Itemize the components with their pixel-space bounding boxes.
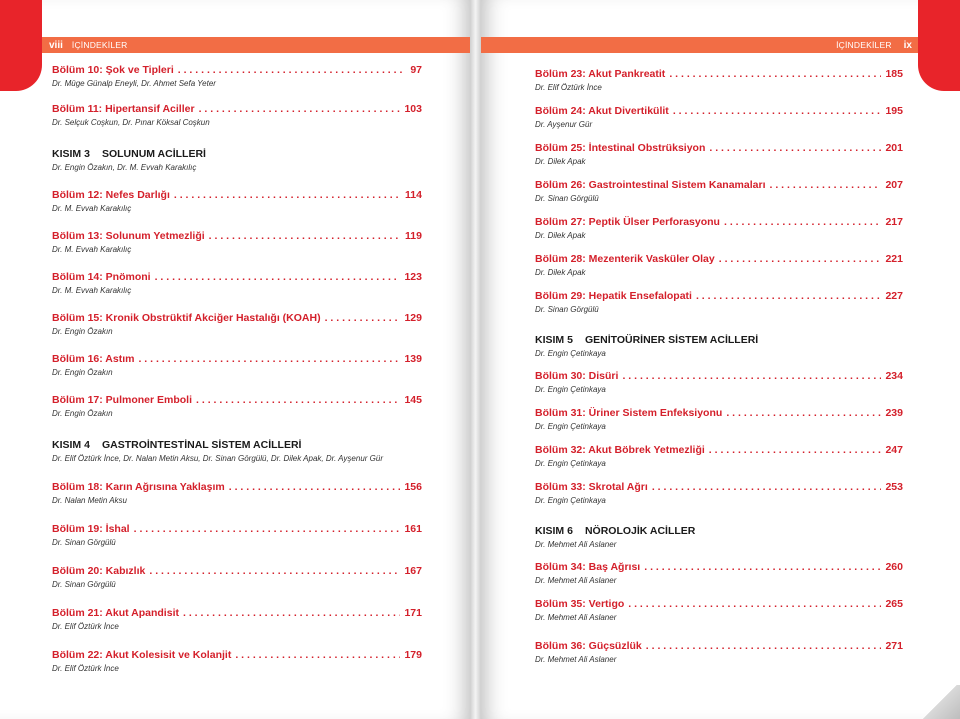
left-header-title: İÇİNDEKİLER	[71, 40, 128, 50]
dot-leader	[138, 353, 400, 366]
chapter-title[interactable]: Bölüm 24: Akut Divertikülit	[535, 105, 669, 117]
page-curl-corner	[920, 685, 960, 719]
chapter-title[interactable]: Bölüm 36: Güçsüzlük	[535, 640, 642, 652]
chapter-title[interactable]: Bölüm 35: Vertigo	[535, 598, 625, 610]
dot-leader	[696, 290, 882, 303]
section-heading	[535, 525, 903, 538]
dot-leader	[183, 607, 400, 620]
chapter-title[interactable]: Bölüm 26: Gastrointestinal Sistem Kanamaları	[535, 179, 766, 191]
chapter-page-number: 207	[885, 179, 903, 191]
toc-entry[interactable]	[52, 481, 422, 506]
chapter-title[interactable]: Bölüm 18: Karın Ağrısına Yaklaşım	[52, 481, 225, 493]
toc-entry[interactable]	[535, 179, 903, 204]
chapter-authors: Dr. M. Evvah Karakılıç	[52, 286, 132, 295]
toc-entry-line	[535, 407, 903, 420]
chapter-page-number: 271	[885, 640, 903, 652]
chapter-title[interactable]: Bölüm 12: Nefes Darlığı	[52, 189, 170, 201]
chapter-page-number: 156	[404, 481, 422, 493]
toc-entry[interactable]	[535, 444, 903, 469]
toc-entry-line	[52, 481, 422, 494]
chapter-title[interactable]: Bölüm 14: Pnömoni	[52, 271, 151, 283]
toc-entry[interactable]	[52, 523, 422, 548]
chapter-page-number: 179	[404, 649, 422, 661]
toc-section	[535, 334, 903, 359]
chapter-authors: Dr. Engin Özakın	[52, 368, 113, 377]
dot-leader	[709, 142, 881, 155]
toc-entry-line	[52, 649, 422, 662]
chapter-page-number: 217	[885, 216, 903, 228]
section-authors: Dr. Mehmet Ali Aslaner	[535, 540, 617, 549]
chapter-title[interactable]: Bölüm 27: Peptik Ülser Perforasyonu	[535, 216, 720, 228]
chapter-authors: Dr. Sinan Görgülü	[535, 194, 599, 203]
chapter-page-number: 167	[404, 565, 422, 577]
chapter-title[interactable]: Bölüm 31: Üriner Sistem Enfeksiyonu	[535, 407, 723, 419]
toc-entry[interactable]	[52, 103, 422, 128]
chapter-title[interactable]: Bölüm 13: Solunum Yetmezliği	[52, 230, 205, 242]
chapter-title[interactable]: Bölüm 22: Akut Kolesisit ve Kolanjit	[52, 649, 232, 661]
toc-entry-line	[52, 565, 422, 578]
toc-entry[interactable]	[52, 312, 422, 337]
chapter-title[interactable]: Bölüm 23: Akut Pankreatit	[535, 68, 666, 80]
chapter-authors: Dr. Selçuk Coşkun, Dr. Pınar Köksal Coşkun	[52, 118, 210, 127]
dot-leader	[235, 649, 400, 662]
chapter-page-number: 253	[885, 481, 903, 493]
dot-leader	[646, 640, 882, 653]
chapter-page-number: 260	[885, 561, 903, 573]
chapter-authors: Dr. Nalan Metin Aksu	[52, 496, 127, 505]
dot-leader	[178, 64, 402, 77]
right-red-tab	[918, 0, 960, 91]
left-toc	[52, 64, 422, 674]
dot-leader	[628, 598, 881, 611]
dot-leader	[149, 565, 400, 578]
chapter-page-number: 139	[404, 353, 422, 365]
chapter-page-number: 265	[885, 598, 903, 610]
dot-leader	[770, 179, 882, 192]
chapter-authors: Dr. Engin Çetinkaya	[535, 496, 606, 505]
toc-entry-line	[535, 68, 903, 81]
chapter-page-number: 234	[885, 370, 903, 382]
left-header-band	[42, 37, 470, 53]
chapter-page-number: 195	[885, 105, 903, 117]
dot-leader	[652, 481, 882, 494]
chapter-authors: Dr. Elif Öztürk İnce	[52, 622, 119, 631]
toc-entry-line	[535, 253, 903, 266]
chapter-title[interactable]: Bölüm 25: İntestinal Obstrüksiyon	[535, 142, 706, 154]
chapter-authors: Dr. Engin Özakın	[52, 409, 113, 418]
chapter-page-number: 129	[404, 312, 422, 324]
chapter-authors: Dr. Engin Çetinkaya	[535, 385, 606, 394]
dot-leader	[134, 523, 401, 536]
chapter-authors: Dr. Ayşenur Gür	[535, 120, 593, 129]
toc-entry-line	[52, 607, 422, 620]
toc-entry-line	[535, 598, 903, 611]
chapter-authors: Dr. Mehmet Ali Aslaner	[535, 613, 617, 622]
toc-entry[interactable]	[535, 290, 903, 315]
dot-leader	[199, 103, 401, 116]
section-authors: Dr. Engin Özakın, Dr. M. Evvah Karakılıç	[52, 163, 197, 172]
toc-entry-line	[52, 64, 422, 77]
toc-entry[interactable]	[52, 353, 422, 378]
toc-entry-line	[535, 290, 903, 303]
toc-entry[interactable]	[535, 253, 903, 278]
chapter-authors: Dr. Mehmet Ali Aslaner	[535, 576, 617, 585]
toc-entry[interactable]	[535, 142, 903, 167]
chapter-title[interactable]: Bölüm 28: Mezenterik Vasküler Olay	[535, 253, 715, 265]
chapter-authors: Dr. Mehmet Ali Aslaner	[535, 655, 617, 664]
chapter-title[interactable]: Bölüm 32: Akut Böbrek Yetmezliği	[535, 444, 705, 456]
section-authors: Dr. Elif Öztürk İnce, Dr. Nalan Metin Aksu, Dr. Sinan Görgülü, Dr. Dilek Apak, Dr. Ayşenur Gür	[52, 454, 383, 463]
chapter-page-number: 227	[885, 290, 903, 302]
left-page-number: viii	[49, 39, 63, 51]
right-page	[481, 0, 960, 719]
toc-entry[interactable]	[535, 105, 903, 130]
dot-leader	[669, 68, 881, 81]
section-label: KISIM 5	[535, 334, 573, 346]
chapter-page-number: 114	[405, 189, 422, 201]
toc-entry-line	[52, 103, 422, 116]
dot-leader	[325, 312, 401, 325]
left-red-tab	[0, 0, 42, 91]
toc-entry[interactable]	[535, 561, 903, 586]
chapter-title[interactable]: Bölüm 30: Disüri	[535, 370, 619, 382]
toc-section	[52, 439, 422, 464]
chapter-page-number: 239	[885, 407, 903, 419]
right-header-title: İÇİNDEKİLER	[836, 40, 892, 50]
toc-entry[interactable]	[535, 370, 903, 395]
chapter-title[interactable]: Bölüm 21: Akut Apandisit	[52, 607, 179, 619]
chapter-authors: Dr. Engin Çetinkaya	[535, 422, 606, 431]
chapter-page-number: 103	[404, 103, 422, 115]
toc-entry-line	[535, 105, 903, 118]
toc-entry-line	[535, 179, 903, 192]
chapter-authors: Dr. Dilek Apak	[535, 157, 586, 166]
toc-entry-line	[52, 353, 422, 366]
chapter-authors: Dr. Dilek Apak	[535, 231, 586, 240]
toc-entry-line	[52, 523, 422, 536]
chapter-page-number: 201	[885, 142, 903, 154]
toc-entry-line	[52, 312, 422, 325]
chapter-title[interactable]: Bölüm 17: Pulmoner Emboli	[52, 394, 193, 406]
toc-entry-line	[535, 640, 903, 653]
chapter-page-number: 119	[405, 230, 422, 242]
section-title: SOLUNUM ACİLLERİ	[101, 148, 206, 160]
chapter-authors: Dr. Dilek Apak	[535, 268, 586, 277]
toc-entry[interactable]	[52, 565, 422, 590]
chapter-page-number: 171	[404, 607, 422, 619]
dot-leader	[229, 481, 401, 494]
dot-leader	[209, 230, 401, 243]
chapter-authors: Dr. Elif Öztürk İnce	[535, 83, 602, 92]
toc-entry-line	[52, 230, 422, 243]
chapter-authors: Dr. Engin Çetinkaya	[535, 459, 606, 468]
toc-entry[interactable]	[52, 230, 422, 255]
toc-entry-line	[535, 444, 903, 457]
dot-leader	[726, 407, 881, 420]
section-heading	[52, 439, 422, 452]
chapter-title[interactable]: Bölüm 16: Astım	[52, 353, 135, 365]
dot-leader	[724, 216, 881, 229]
chapter-authors: Dr. M. Evvah Karakılıç	[52, 204, 132, 213]
section-label: KISIM 4	[52, 439, 90, 451]
right-header-band	[481, 37, 918, 53]
toc-entry-line	[535, 142, 903, 155]
dot-leader	[673, 105, 882, 118]
chapter-title[interactable]: Bölüm 20: Kabızlık	[52, 565, 146, 577]
chapter-title[interactable]: Bölüm 11: Hipertansif Aciller	[52, 103, 195, 115]
chapter-authors: Dr. Engin Özakın	[52, 327, 113, 336]
chapter-page-number: 97	[410, 64, 422, 76]
dot-leader	[622, 370, 881, 383]
chapter-page-number: 123	[404, 271, 422, 283]
toc-entry-line	[535, 481, 903, 494]
section-title: NÖROLOJİK ACİLLER	[584, 525, 696, 537]
right-toc	[535, 68, 903, 665]
toc-entry[interactable]	[535, 216, 903, 241]
toc-entry-line	[535, 370, 903, 383]
right-page-number: ix	[903, 39, 912, 51]
toc-section	[535, 525, 903, 550]
chapter-authors: Dr. Sinan Görgülü	[535, 305, 599, 314]
section-heading	[535, 334, 903, 347]
chapter-page-number: 161	[404, 523, 422, 535]
dot-leader	[719, 253, 882, 266]
chapter-title[interactable]: Bölüm 19: İshal	[52, 523, 130, 535]
chapter-page-number: 221	[885, 253, 903, 265]
dot-leader	[644, 561, 881, 574]
dot-leader	[155, 271, 401, 284]
left-page	[0, 0, 470, 719]
toc-entry[interactable]	[535, 407, 903, 432]
section-title: GASTROİNTESTİNAL SİSTEM ACİLLERİ	[101, 439, 302, 451]
chapter-page-number: 247	[885, 444, 903, 456]
section-label: KISIM 3	[52, 148, 90, 160]
section-authors: Dr. Engin Çetinkaya	[535, 349, 606, 358]
section-heading	[52, 148, 422, 161]
chapter-authors: Dr. M. Evvah Karakılıç	[52, 245, 132, 254]
dot-leader	[174, 189, 401, 202]
chapter-title[interactable]: Bölüm 10: Şok ve Tipleri	[52, 64, 174, 76]
chapter-title[interactable]: Bölüm 29: Hepatik Ensefalopati	[535, 290, 692, 302]
dot-leader	[196, 394, 400, 407]
toc-entry[interactable]	[535, 598, 903, 623]
section-title: GENİTOÜRİNER SİSTEM ACİLLERİ	[584, 334, 759, 346]
section-label: KISIM 6	[535, 525, 573, 537]
chapter-title[interactable]: Bölüm 15: Kronik Obstrüktif Akciğer Hastalığı (KOAH)	[52, 312, 321, 324]
toc-entry[interactable]	[52, 649, 422, 674]
toc-entry[interactable]	[535, 68, 903, 93]
chapter-authors: Dr. Sinan Görgülü	[52, 580, 116, 589]
book-gutter	[470, 0, 481, 719]
toc-entry[interactable]	[52, 189, 422, 214]
toc-entry[interactable]	[52, 64, 422, 89]
toc-entry-line	[52, 189, 422, 202]
chapter-authors: Dr. Sinan Görgülü	[52, 538, 116, 547]
toc-entry[interactable]	[52, 271, 422, 296]
chapter-authors: Dr. Müge Günalp Eneyli, Dr. Ahmet Sefa Yeter	[52, 79, 216, 88]
toc-entry-line	[535, 561, 903, 574]
toc-entry[interactable]	[535, 481, 903, 506]
chapter-title[interactable]: Bölüm 34: Baş Ağrısı	[535, 561, 641, 573]
toc-entry-line	[535, 216, 903, 229]
toc-entry-line	[52, 394, 422, 407]
dot-leader	[709, 444, 882, 457]
toc-section	[52, 148, 422, 173]
toc-entry[interactable]	[535, 640, 903, 665]
chapter-title[interactable]: Bölüm 33: Skrotal Ağrı	[535, 481, 648, 493]
chapter-authors: Dr. Elif Öztürk İnce	[52, 664, 119, 673]
chapter-page-number: 145	[404, 394, 422, 406]
toc-entry[interactable]	[52, 607, 422, 632]
chapter-page-number: 185	[885, 68, 903, 80]
toc-entry-line	[52, 271, 422, 284]
toc-entry[interactable]	[52, 394, 422, 419]
